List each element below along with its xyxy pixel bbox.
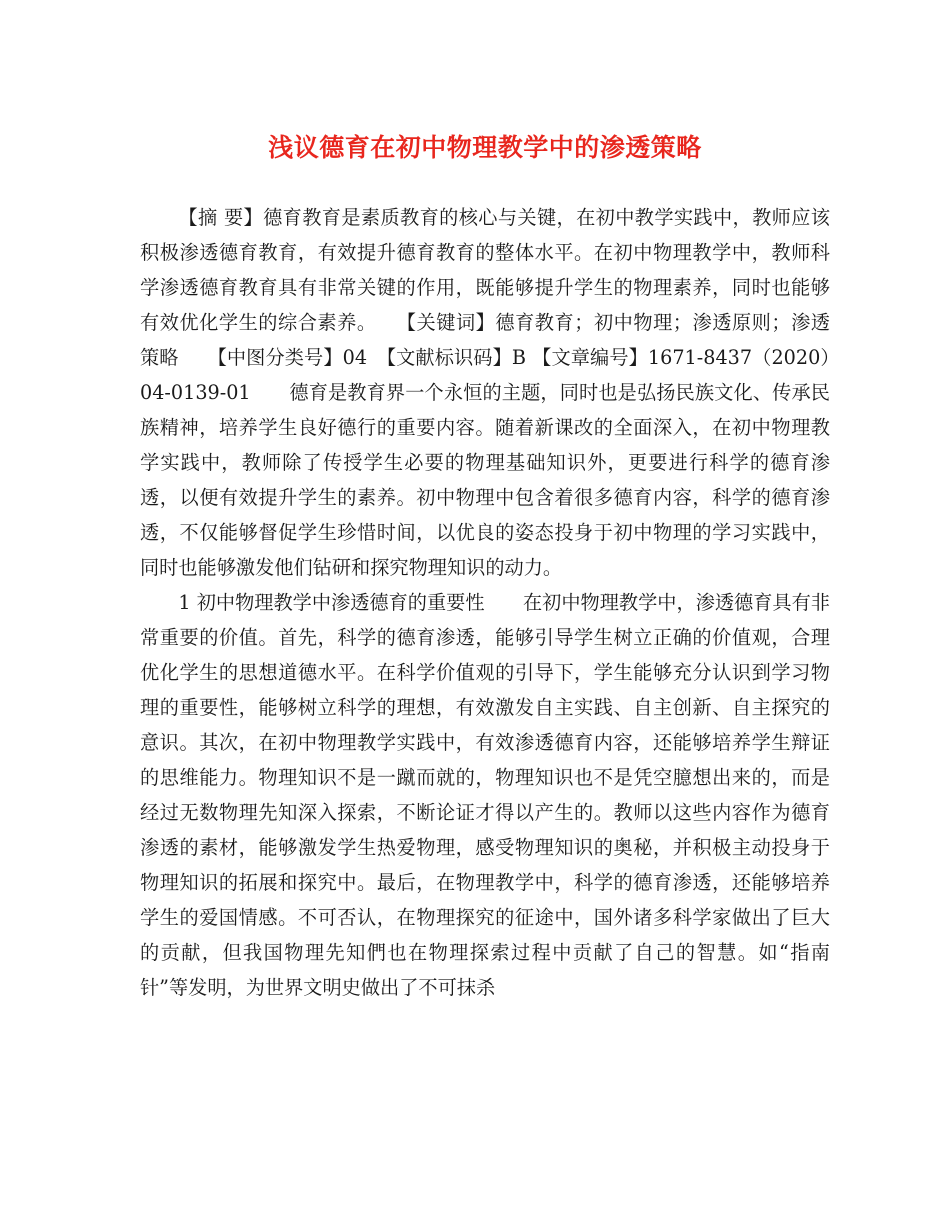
abstract-paragraph: 【摘 要】德育教育是素质教育的核心与关键，在初中教学实践中，教师应该积极渗透德育教育，有效提升德育教育的整体水平。在初中物理教学中，教师科学渗透德育教育具有非常关键的作用，既能够提升学生的物理素养，同时也能够有效优化学生的综合素养。 【关键词】德育教育；初中物理；渗透原则；渗透策略 【中图分类号】04 【文献标识码】B 【文章编号】1671-8437（2020）04-0139-01 德育是教育界一个永恒的主题，同时也是弘扬民族文化、传承民族精神，培养学生良好德行的重要内容。随着新课改的全面深入，在初中物理教学实践中，教师除了传授学生必要的物理基础知识外，更要进行科学的德育渗透，以便有效提升学生的素养。初中物理中包含着很多德育内容，科学的德育渗透，不仅能够督促学生珍惜时间，以优良的姿态投身于初中物理的学习实践中，同时也能够激发他们钻研和探究物理知识的动力。 bbox=[140, 206, 830, 579]
document-page bbox=[140, 128, 830, 1005]
document-title: 浅议德育在初中物理教学中的渗透策略 bbox=[268, 133, 702, 162]
section-1-paragraph: 1 初中物理教学中渗透德育的重要性 在初中物理教学中，渗透德育具有非常重要的价值。首先，科学的德育渗透，能够引导学生树立正确的价值观，合理优化学生的思想道德水平。在科学价值观的引导下，学生能够充分认识到学习物理的重要性，能够树立科学的理想，有效激发自主实践、自主创新、自主探究的意识。其次，在初中物理教学实践中，有效渗透德育内容，还能够培养学生辩证的思维能力。物理知识不是一蹴而就的，物理知识也不是凭空臆想出来的，而是经过无数物理先知深入探索，不断论证才得以产生的。教师以这些内容作为德育渗透的素材，能够激发学生热爱物理，感受物理知识的奥秘，并积极主动投身于物理知识的拓展和探究中。最后，在物理教学中，科学的德育渗透，还能够培养学生的爱国情感。不可否认，在物理探究的征途中，国外诸多科学家做出了巨大的贡献，但我国物理先知們也在物理探索过程中贡献了自己的智慧。如“指南针”等发明，为世界文明史做出了不可抹杀 bbox=[140, 591, 830, 999]
